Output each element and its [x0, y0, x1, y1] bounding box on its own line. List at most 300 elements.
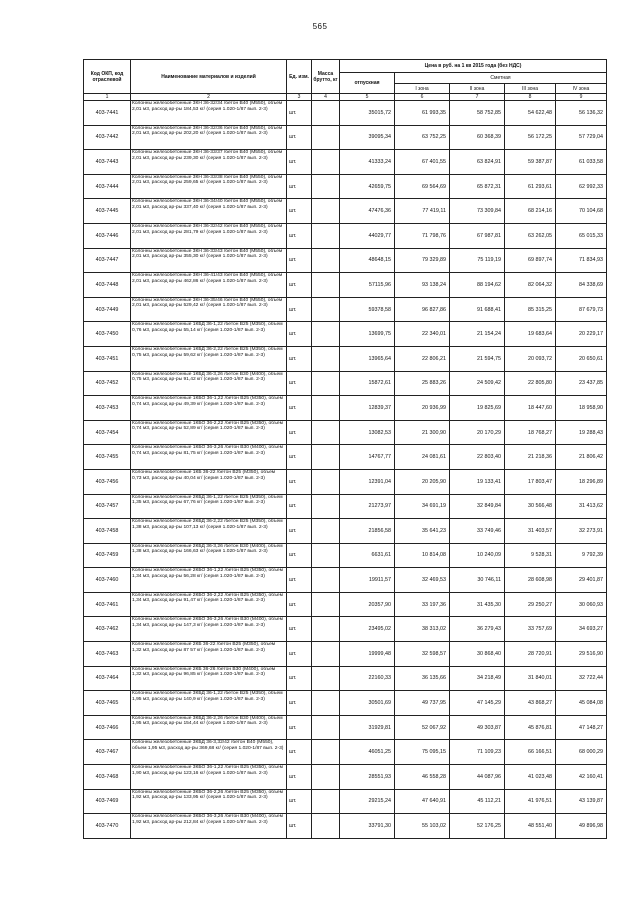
okp-code-cell: 403-7450 — [84, 322, 131, 347]
price-zone-4-cell: 21 806,42 — [556, 445, 607, 470]
item-name-cell: Колонны железобетонные 3КН 36-32/42 /бетон В40 (М550), объем 2,01 м3, расход ар-ры 281,79 кг/ (серия 1.020-1/87 вып. 2-3) — [131, 223, 287, 248]
release-price-cell: 14767,77 — [340, 445, 395, 470]
unit-cell: шт. — [287, 469, 312, 494]
price-zone-2-cell: 20 170,29 — [450, 420, 505, 445]
table-row — [84, 199, 607, 224]
table-header — [84, 60, 607, 101]
okp-code-cell: 403-7452 — [84, 371, 131, 396]
price-zone-2-cell: 22 803,40 — [450, 445, 505, 470]
item-name-cell: Колонны железобетонные 2КБО 36-3,26 /бетон В30 (М400), объем 1,34 м3, расход ар-ры 147,3 кг/ (серия 1.020-1/87 вып. 2-3) — [131, 617, 287, 642]
price-zone-4-cell: 30 060,93 — [556, 592, 607, 617]
release-price-cell: 12839,37 — [340, 396, 395, 421]
okp-code-cell: 403-7460 — [84, 568, 131, 593]
price-zone-2-cell: 24 509,42 — [450, 371, 505, 396]
table-row — [84, 740, 607, 765]
price-zone-4-cell: 34 693,27 — [556, 617, 607, 642]
release-price-cell: 12391,04 — [340, 469, 395, 494]
table-row — [84, 150, 607, 175]
release-price-cell: 19999,48 — [340, 642, 395, 667]
price-zone-4-cell: 29 401,87 — [556, 568, 607, 593]
item-name-cell: Колонны железобетонные 3КН 36-33/38 /бетон В40 (М550), объем 2,01 м3, расход ар-ры 259,65 кг/ (серия 1.020-1/87 вып. 2-3) — [131, 174, 287, 199]
mass-cell — [312, 519, 340, 544]
table-row — [84, 691, 607, 716]
price-zone-3-cell: 45 876,81 — [505, 715, 556, 740]
price-zone-1-cell: 21 300,90 — [395, 420, 450, 445]
price-zone-1-cell: 79 329,89 — [395, 248, 450, 273]
price-zone-2-cell: 67 987,81 — [450, 223, 505, 248]
price-zone-1-cell: 61 993,35 — [395, 101, 450, 126]
item-name-cell: Колонны железобетонные 3КБО 36-2,26 /бетон В25 (М350), объем 1,92 м3, расход ар-ры 133,95 кг/ (серия 1.020-1/87 вып. 2-3) — [131, 789, 287, 814]
unit-cell: шт. — [287, 396, 312, 421]
table-row — [84, 174, 607, 199]
unit-cell: шт. — [287, 740, 312, 765]
okp-code-cell: 403-7457 — [84, 494, 131, 519]
unit-cell: шт. — [287, 617, 312, 642]
price-zone-4-cell: 56 136,32 — [556, 101, 607, 126]
item-name-cell: Колонны железобетонные 2КБО 36-2,22 /бетон В25 (М350), объем 1,34 м3, расход ар-ры 91,47 кг/ (серия 1.020-1/87 вып. 2-3) — [131, 592, 287, 617]
price-zone-3-cell: 59 387,87 — [505, 150, 556, 175]
okp-code-cell: 403-7464 — [84, 666, 131, 691]
release-price-cell: 20357,90 — [340, 592, 395, 617]
okp-code-cell: 403-7449 — [84, 297, 131, 322]
price-zone-2-cell: 71 109,23 — [450, 740, 505, 765]
okp-code-cell: 403-7458 — [84, 519, 131, 544]
release-price-cell: 30501,69 — [340, 691, 395, 716]
price-zone-1-cell: 93 138,24 — [395, 273, 450, 298]
price-zone-1-cell: 25 883,26 — [395, 371, 450, 396]
price-zone-4-cell: 20 229,17 — [556, 322, 607, 347]
col-number: 1 — [84, 94, 131, 101]
table-row — [84, 592, 607, 617]
price-zone-4-cell: 9 792,39 — [556, 543, 607, 568]
price-zone-3-cell: 68 214,16 — [505, 199, 556, 224]
okp-code-cell: 403-7445 — [84, 199, 131, 224]
price-table — [83, 59, 607, 839]
price-zone-4-cell: 18 958,90 — [556, 396, 607, 421]
item-name-cell: Колонны железобетонные 3КБО 36-3,26 /бетон В30 (М400), объем 1,92 м3, расход ар-ры 212,84 кг/ (серия 1.020-1/87 вып. 2-3) — [131, 814, 287, 839]
price-zone-4-cell: 61 033,58 — [556, 150, 607, 175]
price-zone-3-cell: 21 218,36 — [505, 445, 556, 470]
table-row — [84, 371, 607, 396]
header-zone-3: III зона — [505, 84, 556, 94]
okp-code-cell: 403-7461 — [84, 592, 131, 617]
unit-cell: шт. — [287, 814, 312, 839]
price-zone-3-cell: 9 528,31 — [505, 543, 556, 568]
price-zone-3-cell: 20 093,72 — [505, 346, 556, 371]
price-zone-2-cell: 60 368,39 — [450, 125, 505, 150]
release-price-cell: 44029,77 — [340, 223, 395, 248]
mass-cell — [312, 248, 340, 273]
col-number: 9 — [556, 94, 607, 101]
mass-cell — [312, 814, 340, 839]
release-price-cell: 15872,61 — [340, 371, 395, 396]
price-zone-1-cell: 52 067,92 — [395, 715, 450, 740]
item-name-cell: Колонны железобетонные 1КБ 36-22 /бетон В25 (М350), объем 0,73 м3, расход ар-ры 40,04 кг/ (серия 1.020-1/87 вып. 2-3) — [131, 469, 287, 494]
price-zone-4-cell: 47 148,27 — [556, 715, 607, 740]
item-name-cell: Колонны железобетонные 2КБД 36-1,22 /бетон В25 (М350), объем 1,35 м3, расход ар-ры 67,76 кг/ (серия 1.020-1/87 вып. 2-3) — [131, 494, 287, 519]
unit-cell: шт. — [287, 199, 312, 224]
unit-cell: шт. — [287, 346, 312, 371]
price-zone-4-cell: 45 084,08 — [556, 691, 607, 716]
col-number: 6 — [395, 94, 450, 101]
mass-cell — [312, 642, 340, 667]
price-zone-1-cell: 34 691,19 — [395, 494, 450, 519]
item-name-cell: Колонны железобетонные 3КН 36-33/43 /бетон В40 (М550), объем 2,01 м3, расход ар-ры 355,30 кг/ (серия 1.020-1/87 вып. 2-3) — [131, 248, 287, 273]
price-zone-2-cell: 44 087,96 — [450, 765, 505, 790]
okp-code-cell: 403-7444 — [84, 174, 131, 199]
price-zone-4-cell: 42 160,41 — [556, 765, 607, 790]
item-name-cell: Колонны железобетонные 2КБД 36-3,26 /бетон В30 (М400), объем 1,38 м3, расход ар-ры 166,63 кг/ (серия 1.020-1/87 вып. 2-3) — [131, 543, 287, 568]
price-zone-4-cell: 57 729,04 — [556, 125, 607, 150]
release-price-cell: 42659,75 — [340, 174, 395, 199]
price-zone-2-cell: 33 749,46 — [450, 519, 505, 544]
unit-cell: шт. — [287, 101, 312, 126]
price-zone-1-cell: 67 401,55 — [395, 150, 450, 175]
mass-cell — [312, 568, 340, 593]
price-zone-4-cell: 68 000,29 — [556, 740, 607, 765]
release-price-cell: 29215,24 — [340, 789, 395, 814]
item-name-cell: Колонны железобетонные 1КБО 36-3,26 /бетон В30 (М400), объем 0,74 м3, расход ар-ры 81,75 кг/ (серия 1.020-1/87 вып. 2-3) — [131, 445, 287, 470]
table-row — [84, 396, 607, 421]
mass-cell — [312, 617, 340, 642]
okp-code-cell: 403-7466 — [84, 715, 131, 740]
release-price-cell: 59378,58 — [340, 297, 395, 322]
price-zone-1-cell: 77 419,11 — [395, 199, 450, 224]
okp-code-cell: 403-7469 — [84, 789, 131, 814]
mass-cell — [312, 174, 340, 199]
price-zone-4-cell: 49 896,98 — [556, 814, 607, 839]
header-estimate: Сметная — [395, 73, 607, 84]
price-zone-1-cell: 22 806,21 — [395, 346, 450, 371]
price-zone-4-cell: 23 437,85 — [556, 371, 607, 396]
price-zone-3-cell: 19 683,64 — [505, 322, 556, 347]
price-zone-2-cell: 88 194,62 — [450, 273, 505, 298]
price-zone-2-cell: 30 746,11 — [450, 568, 505, 593]
price-zone-4-cell: 32 273,91 — [556, 519, 607, 544]
price-zone-3-cell: 22 805,80 — [505, 371, 556, 396]
header-price-group: Цена в руб. на 1 кв 2015 года (без НДС) — [340, 60, 607, 73]
price-zone-3-cell: 33 757,69 — [505, 617, 556, 642]
price-zone-3-cell: 18 447,60 — [505, 396, 556, 421]
table-row — [84, 346, 607, 371]
price-zone-3-cell: 31 403,57 — [505, 519, 556, 544]
table-row — [84, 666, 607, 691]
header-zone-1: I зона — [395, 84, 450, 94]
price-zone-2-cell: 58 752,85 — [450, 101, 505, 126]
mass-cell — [312, 223, 340, 248]
okp-code-cell: 403-7443 — [84, 150, 131, 175]
table-row — [84, 789, 607, 814]
mass-cell — [312, 199, 340, 224]
price-zone-1-cell: 38 313,02 — [395, 617, 450, 642]
okp-code-cell: 403-7447 — [84, 248, 131, 273]
item-name-cell: Колонны железобетонные 1КБО 36-1,22 /бетон В25 (М350), объем 0,74 м3, расход ар-ры 49,39 кг/ (серия 1.020-1/87 вып. 2-3) — [131, 396, 287, 421]
okp-code-cell: 403-7448 — [84, 273, 131, 298]
item-name-cell: Колонны железобетонные 2КБ 36-26 /бетон В30 (М400), объем 1,32 м3, расход ар-ры 96,85 кг/ (серия 1.020-1/87 вып. 2-3) — [131, 666, 287, 691]
item-name-cell: Колонны железобетонные 3КН 36-41/43 /бетон В40 (М550), объем 2,01 м3, расход ар-ры 462,86 кг/ (серия 1.020-1/87 вып. 2-3) — [131, 273, 287, 298]
table-row — [84, 568, 607, 593]
header-release: отпускная — [340, 73, 395, 94]
price-zone-4-cell: 32 722,44 — [556, 666, 607, 691]
okp-code-cell: 403-7451 — [84, 346, 131, 371]
table-row — [84, 223, 607, 248]
price-zone-3-cell: 30 566,48 — [505, 494, 556, 519]
mass-cell — [312, 420, 340, 445]
okp-code-cell: 403-7468 — [84, 765, 131, 790]
price-zone-1-cell: 33 197,36 — [395, 592, 450, 617]
col-number: 5 — [340, 94, 395, 101]
mass-cell — [312, 346, 340, 371]
unit-cell: шт. — [287, 371, 312, 396]
okp-code-cell: 403-7453 — [84, 396, 131, 421]
header-zone-4: IV зона — [556, 84, 607, 94]
header-code: Код ОКП, код отраслевой — [84, 60, 131, 94]
mass-cell — [312, 322, 340, 347]
item-name-cell: Колонны железобетонные 3КН 36-32/34 /бетон В40 (М550), объем 2,01 м3, расход ар-ры 184,53 кг/ (серия 1.020-1/87 вып. 2-3) — [131, 101, 287, 126]
unit-cell: шт. — [287, 765, 312, 790]
price-zone-4-cell: 84 338,69 — [556, 273, 607, 298]
release-price-cell: 13965,64 — [340, 346, 395, 371]
table-row — [84, 469, 607, 494]
price-zone-1-cell: 32 598,57 — [395, 642, 450, 667]
price-zone-1-cell: 22 340,01 — [395, 322, 450, 347]
okp-code-cell: 403-7470 — [84, 814, 131, 839]
price-zone-4-cell: 70 104,68 — [556, 199, 607, 224]
release-price-cell: 21856,58 — [340, 519, 395, 544]
item-name-cell: Колонны железобетонные 3КН 36-33/37 /бетон В40 (М550), объем 2,01 м3, расход ар-ры 239,30 кг/ (серия 1.020-1/87 вып. 2-3) — [131, 150, 287, 175]
unit-cell: шт. — [287, 125, 312, 150]
price-zone-3-cell: 54 622,48 — [505, 101, 556, 126]
okp-code-cell: 403-7463 — [84, 642, 131, 667]
price-zone-2-cell: 19 825,69 — [450, 396, 505, 421]
price-zone-2-cell: 32 849,84 — [450, 494, 505, 519]
release-price-cell: 47476,36 — [340, 199, 395, 224]
release-price-cell: 35015,72 — [340, 101, 395, 126]
price-zone-4-cell: 65 015,33 — [556, 223, 607, 248]
price-zone-1-cell: 20 205,90 — [395, 469, 450, 494]
mass-cell — [312, 740, 340, 765]
release-price-cell: 19911,57 — [340, 568, 395, 593]
price-zone-4-cell: 62 992,33 — [556, 174, 607, 199]
release-price-cell: 41333,24 — [340, 150, 395, 175]
okp-code-cell: 403-7441 — [84, 101, 131, 126]
unit-cell: шт. — [287, 666, 312, 691]
col-number: 8 — [505, 94, 556, 101]
col-number: 3 — [287, 94, 312, 101]
price-zone-2-cell: 49 303,87 — [450, 715, 505, 740]
price-zone-3-cell: 48 551,40 — [505, 814, 556, 839]
price-zone-2-cell: 45 112,21 — [450, 789, 505, 814]
price-zone-4-cell: 20 650,61 — [556, 346, 607, 371]
release-price-cell: 39095,34 — [340, 125, 395, 150]
price-zone-2-cell: 47 145,29 — [450, 691, 505, 716]
price-zone-2-cell: 73 309,84 — [450, 199, 505, 224]
okp-code-cell: 403-7467 — [84, 740, 131, 765]
price-zone-4-cell: 18 296,89 — [556, 469, 607, 494]
okp-code-cell: 403-7465 — [84, 691, 131, 716]
release-price-cell: 48648,15 — [340, 248, 395, 273]
price-zone-3-cell: 82 064,32 — [505, 273, 556, 298]
unit-cell: шт. — [287, 592, 312, 617]
table-row — [84, 543, 607, 568]
price-zone-2-cell: 30 868,40 — [450, 642, 505, 667]
item-name-cell: Колонны железобетонные 2КБД 36-2,22 /бетон В25 (М350), объем 1,38 м3, расход ар-ры 107,13 кг/ (серия 1.020-1/87 вып. 2-3) — [131, 519, 287, 544]
price-zone-2-cell: 91 688,41 — [450, 297, 505, 322]
price-zone-2-cell: 75 119,19 — [450, 248, 505, 273]
price-zone-1-cell: 55 103,02 — [395, 814, 450, 839]
price-zone-1-cell: 10 814,08 — [395, 543, 450, 568]
release-price-cell: 21273,97 — [340, 494, 395, 519]
price-zone-4-cell: 19 288,43 — [556, 420, 607, 445]
mass-cell — [312, 715, 340, 740]
price-zone-2-cell: 31 435,30 — [450, 592, 505, 617]
header-unit: Ед. изм. — [287, 60, 312, 94]
price-zone-1-cell: 49 737,95 — [395, 691, 450, 716]
price-zone-3-cell: 69 897,74 — [505, 248, 556, 273]
header-mass: Масса брутто, кг — [312, 60, 340, 94]
okp-code-cell: 403-7455 — [84, 445, 131, 470]
table-row — [84, 445, 607, 470]
table-row — [84, 420, 607, 445]
mass-cell — [312, 469, 340, 494]
item-name-cell: Колонны железобетонные 3КБД 36-2,26 /бетон В30 (М400), объем 1,95 м3, расход ар-ры 154,44 кг/ (серия 1.020-1/87 вып. 2-3) — [131, 715, 287, 740]
price-zone-1-cell: 32 469,53 — [395, 568, 450, 593]
release-price-cell: 22160,33 — [340, 666, 395, 691]
mass-cell — [312, 150, 340, 175]
unit-cell: шт. — [287, 420, 312, 445]
release-price-cell: 33791,30 — [340, 814, 395, 839]
table-row — [84, 814, 607, 839]
price-zone-1-cell: 69 564,69 — [395, 174, 450, 199]
price-zone-4-cell: 71 834,93 — [556, 248, 607, 273]
table-row — [84, 765, 607, 790]
table-row — [84, 715, 607, 740]
price-zone-4-cell: 87 679,73 — [556, 297, 607, 322]
unit-cell: шт. — [287, 642, 312, 667]
price-zone-1-cell: 75 095,15 — [395, 740, 450, 765]
table-row — [84, 617, 607, 642]
mass-cell — [312, 273, 340, 298]
column-number-row — [84, 94, 607, 101]
table-row — [84, 322, 607, 347]
okp-code-cell: 403-7446 — [84, 223, 131, 248]
table-row — [84, 642, 607, 667]
price-zone-1-cell: 96 827,86 — [395, 297, 450, 322]
price-zone-3-cell: 85 315,25 — [505, 297, 556, 322]
item-name-cell: Колонны железобетонные 1КБО 36-2,22 /бетон В25 (М350), объем 0,74 м3, расход ар-ры 52,89 кг/ (серия 1.020-1/87 вып. 2-3) — [131, 420, 287, 445]
unit-cell: шт. — [287, 174, 312, 199]
unit-cell: шт. — [287, 568, 312, 593]
unit-cell: шт. — [287, 223, 312, 248]
table-row — [84, 125, 607, 150]
price-zone-1-cell: 24 081,61 — [395, 445, 450, 470]
price-zone-2-cell: 19 133,41 — [450, 469, 505, 494]
table-row — [84, 297, 607, 322]
item-name-cell: Колонны железобетонные 2КБ 36-22 /бетон В25 (М350), объем 1,32 м3, расход ар-ры 87 57 кг/ (серия 1.020-1/87 вып. 2-3) — [131, 642, 287, 667]
table-row — [84, 494, 607, 519]
unit-cell: шт. — [287, 789, 312, 814]
price-zone-1-cell: 36 135,66 — [395, 666, 450, 691]
price-zone-3-cell: 17 803,47 — [505, 469, 556, 494]
price-zone-4-cell: 31 413,62 — [556, 494, 607, 519]
item-name-cell: Колонны железобетонные 1КБД 36-2,22 /бетон В25 (М350), объем 0,75 м3, расход ар-ры 59,62 кг/ (серия 1.020-1/87 вып. 2-3) — [131, 346, 287, 371]
price-zone-3-cell: 61 293,61 — [505, 174, 556, 199]
price-zone-2-cell: 21 594,75 — [450, 346, 505, 371]
item-name-cell: Колонны железобетонные 3КН 36-32/36 /бетон В40 (М550), объем 2,01 м3, расход ар-ры 202,20 кг/ (серия 1.020-1/87 вып. 2-3) — [131, 125, 287, 150]
table-row — [84, 248, 607, 273]
unit-cell: шт. — [287, 297, 312, 322]
mass-cell — [312, 691, 340, 716]
price-zone-3-cell: 56 172,25 — [505, 125, 556, 150]
col-number: 2 — [131, 94, 287, 101]
unit-cell: шт. — [287, 494, 312, 519]
price-zone-3-cell: 63 262,05 — [505, 223, 556, 248]
okp-code-cell: 403-7459 — [84, 543, 131, 568]
unit-cell: шт. — [287, 543, 312, 568]
mass-cell — [312, 445, 340, 470]
okp-code-cell: 403-7442 — [84, 125, 131, 150]
release-price-cell: 6631,61 — [340, 543, 395, 568]
release-price-cell: 46051,25 — [340, 740, 395, 765]
mass-cell — [312, 297, 340, 322]
item-name-cell: Колонны железобетонные 1КБД 36-1,22 /бетон В25 (М350), объем 0,76 м3, расход ар-ры 55,14 кг/ (серия 1.020-1/87 вып. 2-3) — [131, 322, 287, 347]
price-zone-3-cell: 43 868,27 — [505, 691, 556, 716]
mass-cell — [312, 494, 340, 519]
price-zone-2-cell: 10 240,09 — [450, 543, 505, 568]
page-number: 565 — [312, 22, 328, 31]
price-zone-2-cell: 34 218,49 — [450, 666, 505, 691]
table-row — [84, 519, 607, 544]
price-zone-3-cell: 28 608,98 — [505, 568, 556, 593]
mass-cell — [312, 592, 340, 617]
unit-cell: шт. — [287, 322, 312, 347]
unit-cell: шт. — [287, 519, 312, 544]
table-body — [84, 101, 607, 839]
price-zone-1-cell: 35 641,23 — [395, 519, 450, 544]
header-zone-2: II зона — [450, 84, 505, 94]
price-zone-4-cell: 29 516,90 — [556, 642, 607, 667]
release-price-cell: 23495,02 — [340, 617, 395, 642]
mass-cell — [312, 789, 340, 814]
item-name-cell: Колонны железобетонные 2КБО 36-1,22 /бетон В25 (М350), объем 1,34 м3, расход ар-ры 56,28 кг/ (серия 1.020-1/87 вып. 2-3) — [131, 568, 287, 593]
unit-cell: шт. — [287, 273, 312, 298]
okp-code-cell: 403-7456 — [84, 469, 131, 494]
item-name-cell: Колонны железобетонные 3КН 36-35/46 /бетон В40 (М550), объем 2,01 м3, расход ар-ры 529,42 кг/ (серия 1.020-1/87 вып. 2-3) — [131, 297, 287, 322]
item-name-cell: Колонны железобетонные 3КБО 36-1,22 /бетон В25 (М350), объем 1,90 м3, расход ар-ры 123,16 кг/ (серия 1.020-1/87 вып. 2-3) — [131, 765, 287, 790]
price-zone-3-cell: 41 023,48 — [505, 765, 556, 790]
item-name-cell: Колонны железобетонные 3КН 36-34/40 /бетон В40 (М550), объем 2,01 м3, расход ар-ры 337,40 кг/ (серия 1.020-1/87 вып. 2-3) — [131, 199, 287, 224]
mass-cell — [312, 396, 340, 421]
price-zone-3-cell: 29 250,27 — [505, 592, 556, 617]
table-row — [84, 273, 607, 298]
price-zone-1-cell: 46 558,28 — [395, 765, 450, 790]
price-zone-1-cell: 47 640,91 — [395, 789, 450, 814]
unit-cell: шт. — [287, 150, 312, 175]
price-zone-2-cell: 52 176,25 — [450, 814, 505, 839]
item-name-cell: Колонны железобетонные 3КБД 36-3,32/42 /бетон В40 (М550), объем 1,95 м3, расход ар-ры 369,68 кг/ (серия 1.020-1/87 вып. 2-3) — [131, 740, 287, 765]
unit-cell: шт. — [287, 691, 312, 716]
price-zone-1-cell: 71 798,76 — [395, 223, 450, 248]
mass-cell — [312, 765, 340, 790]
item-name-cell: Колонны железобетонные 3КБД 36-1,22 /бетон В25 (М350), объем 1,95 м3, расход ар-ры 140,9 кг/ (серия 1.020-1/87 вып. 2-3) — [131, 691, 287, 716]
price-zone-1-cell: 63 752,25 — [395, 125, 450, 150]
release-price-cell: 13082,53 — [340, 420, 395, 445]
price-zone-4-cell: 43 139,87 — [556, 789, 607, 814]
okp-code-cell: 403-7462 — [84, 617, 131, 642]
release-price-cell: 57115,96 — [340, 273, 395, 298]
header-name: Наименование материалов и изделий — [131, 60, 287, 94]
release-price-cell: 31929,81 — [340, 715, 395, 740]
